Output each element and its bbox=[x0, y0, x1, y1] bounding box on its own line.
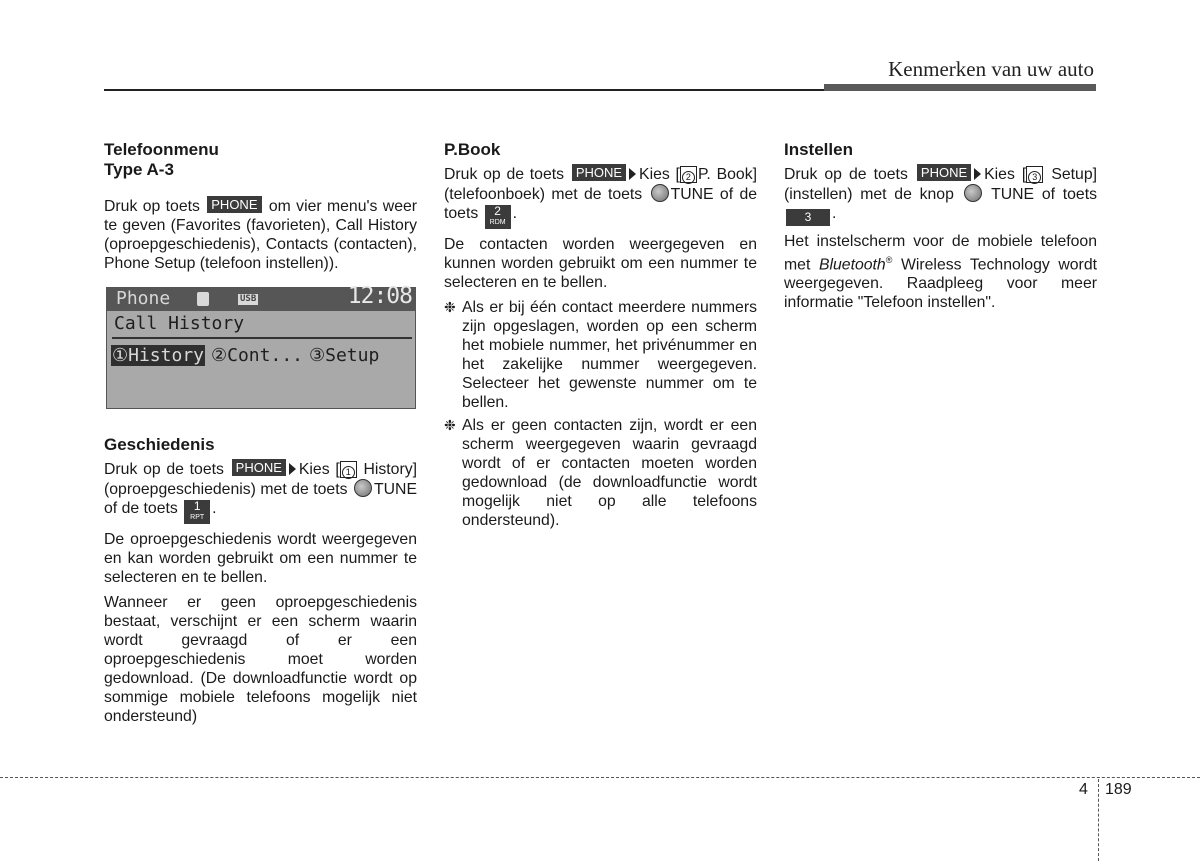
text: Kies [ bbox=[298, 461, 340, 478]
text: om vier menu's weer te geven (Favorites (favorieten), Call History (oproepgeschiedenis), Contacts (contacten), Phone Setup (telefoon instellen)). bbox=[104, 198, 418, 272]
text: TUNE of de toets bbox=[444, 186, 758, 222]
text: Druk op de toets bbox=[444, 166, 565, 183]
text: Druk op de toets bbox=[104, 461, 224, 478]
option-number: 2 bbox=[682, 171, 695, 184]
key-sublabel: RDM bbox=[489, 219, 506, 226]
menu-option-setup: ③Setup bbox=[309, 345, 380, 366]
text: Kies [ bbox=[984, 166, 1027, 183]
text: TUNE of de toets bbox=[104, 481, 417, 517]
text: P. Book] (telefoonboek) met de toets bbox=[444, 166, 757, 203]
screen-menu bbox=[111, 346, 379, 365]
text: . bbox=[212, 500, 217, 517]
screen-divider bbox=[112, 337, 412, 339]
tune-knob-icon bbox=[964, 184, 982, 202]
note-mark-icon: ❉ bbox=[444, 299, 456, 315]
text-bluetooth: Bluetooth bbox=[818, 256, 886, 274]
footer-rule bbox=[0, 777, 1200, 778]
heading-type: Type A-3 bbox=[104, 160, 174, 179]
text: History] (oproepgeschiedenis) met de toets bbox=[104, 461, 418, 498]
key-number: 2 bbox=[494, 204, 501, 218]
footer-divider bbox=[1098, 779, 1099, 861]
note-item bbox=[444, 416, 757, 530]
option-number-icon bbox=[1026, 166, 1043, 183]
text: Kies [ bbox=[639, 166, 680, 183]
phone-key-icon: PHONE bbox=[572, 164, 626, 181]
chapter-number: 4 bbox=[1079, 781, 1088, 798]
heading-pbook: P.Book bbox=[444, 140, 501, 159]
section-heading bbox=[104, 140, 417, 180]
note-mark-icon: ❉ bbox=[444, 417, 456, 433]
header-title: Kenmerken van uw auto bbox=[888, 57, 1094, 81]
paragraph-intro bbox=[104, 196, 417, 273]
preset-key-1-icon bbox=[184, 500, 210, 524]
tune-knob-icon bbox=[651, 184, 669, 202]
screen-subtitle: Call History bbox=[114, 313, 245, 334]
text: TUNE of toets bbox=[991, 186, 1098, 203]
option-number: 3 bbox=[1028, 171, 1041, 184]
phone-display-screen bbox=[106, 283, 416, 409]
note-text: Als er geen contacten zijn, wordt er een scherm weergegeven waarin gevraagd wordt of er contacten moeten worden gedownload (de downloadfunctie wordt mogelijk niet op alle telefoons ondersteund). bbox=[462, 417, 757, 529]
heading-instellen: Instellen bbox=[784, 140, 853, 159]
text: Setup] (instellen) met de knop bbox=[784, 166, 1098, 203]
preset-key-2-icon bbox=[485, 205, 511, 229]
text: Druk op de toets bbox=[784, 166, 908, 183]
option-number-icon bbox=[340, 461, 357, 478]
option-number-icon bbox=[680, 166, 697, 183]
paragraph: De contacten worden weergegeven en kunnen worden gebruikt om een nummer te selecteren en te bellen. bbox=[444, 236, 757, 291]
menu-option-history: ①History bbox=[112, 345, 204, 366]
heading-geschiedenis: Geschiedenis bbox=[104, 435, 215, 454]
header-rule bbox=[104, 89, 824, 91]
tune-knob-icon bbox=[354, 479, 372, 497]
menu-option-contacts: ②Cont... bbox=[211, 345, 303, 366]
arrow-right-icon bbox=[974, 168, 981, 180]
paragraph-pbook-steps bbox=[444, 164, 757, 229]
heading-telefoonmenu: Telefoonmenu bbox=[104, 140, 219, 159]
preset-key-3-icon: 3 bbox=[786, 209, 830, 226]
column-telefoonmenu bbox=[104, 140, 417, 732]
header-rule-thick bbox=[824, 84, 1096, 91]
phone-key-icon: PHONE bbox=[232, 459, 286, 476]
note-item bbox=[444, 298, 757, 412]
paragraph-setup-info bbox=[784, 232, 1097, 312]
paragraph-setup-steps bbox=[784, 164, 1097, 226]
screen-title: Phone bbox=[116, 288, 171, 309]
paragraph: De oproepgeschiedenis wordt weergegeven en kan worden gebruikt om een nummer te selecteren en te bellen. bbox=[104, 531, 417, 586]
text: . bbox=[512, 205, 518, 222]
screen-clock: 12:08 bbox=[347, 283, 412, 309]
phone-key-icon: PHONE bbox=[207, 196, 261, 213]
arrow-right-icon bbox=[289, 463, 296, 475]
key-sublabel: RPT bbox=[190, 514, 205, 521]
text: Wireless Technology wordt weergegeven. Raadpleeg voor meer informatie "Telefoon instellen". bbox=[784, 256, 1097, 312]
text: Het instelscherm voor de mobiele telefoon met bbox=[784, 233, 1097, 274]
column-instellen bbox=[784, 140, 1097, 318]
note-text: Als er bij één contact meerdere nummers zijn opgeslagen, worden op een scherm het mobiele nummer, het privénummer en het zakelijke nummer weergegeven. Selecteer het gewenste nummer om te bellen. bbox=[462, 299, 757, 411]
page-number: 189 bbox=[1105, 781, 1132, 798]
usb-icon: USB bbox=[240, 294, 257, 304]
column-pbook bbox=[444, 140, 757, 534]
registered-mark: ® bbox=[885, 255, 893, 265]
phone-key-icon: PHONE bbox=[917, 164, 971, 181]
text: . bbox=[832, 205, 837, 222]
bluetooth-icon bbox=[197, 292, 209, 306]
key-number: 1 bbox=[193, 499, 201, 513]
paragraph-history-steps bbox=[104, 459, 417, 524]
text: Druk op toets bbox=[104, 198, 200, 215]
option-number: 1 bbox=[342, 466, 355, 479]
arrow-right-icon bbox=[629, 168, 636, 180]
paragraph: Wanneer er geen oproepgeschiedenis bestaat, verschijnt er een scherm waarin wordt gevraagd of er een oproepgeschiedenis moet worden gedownload. (De downloadfunctie wordt op sommige mobiele telefoons mogelijk niet ondersteund) bbox=[104, 594, 417, 725]
